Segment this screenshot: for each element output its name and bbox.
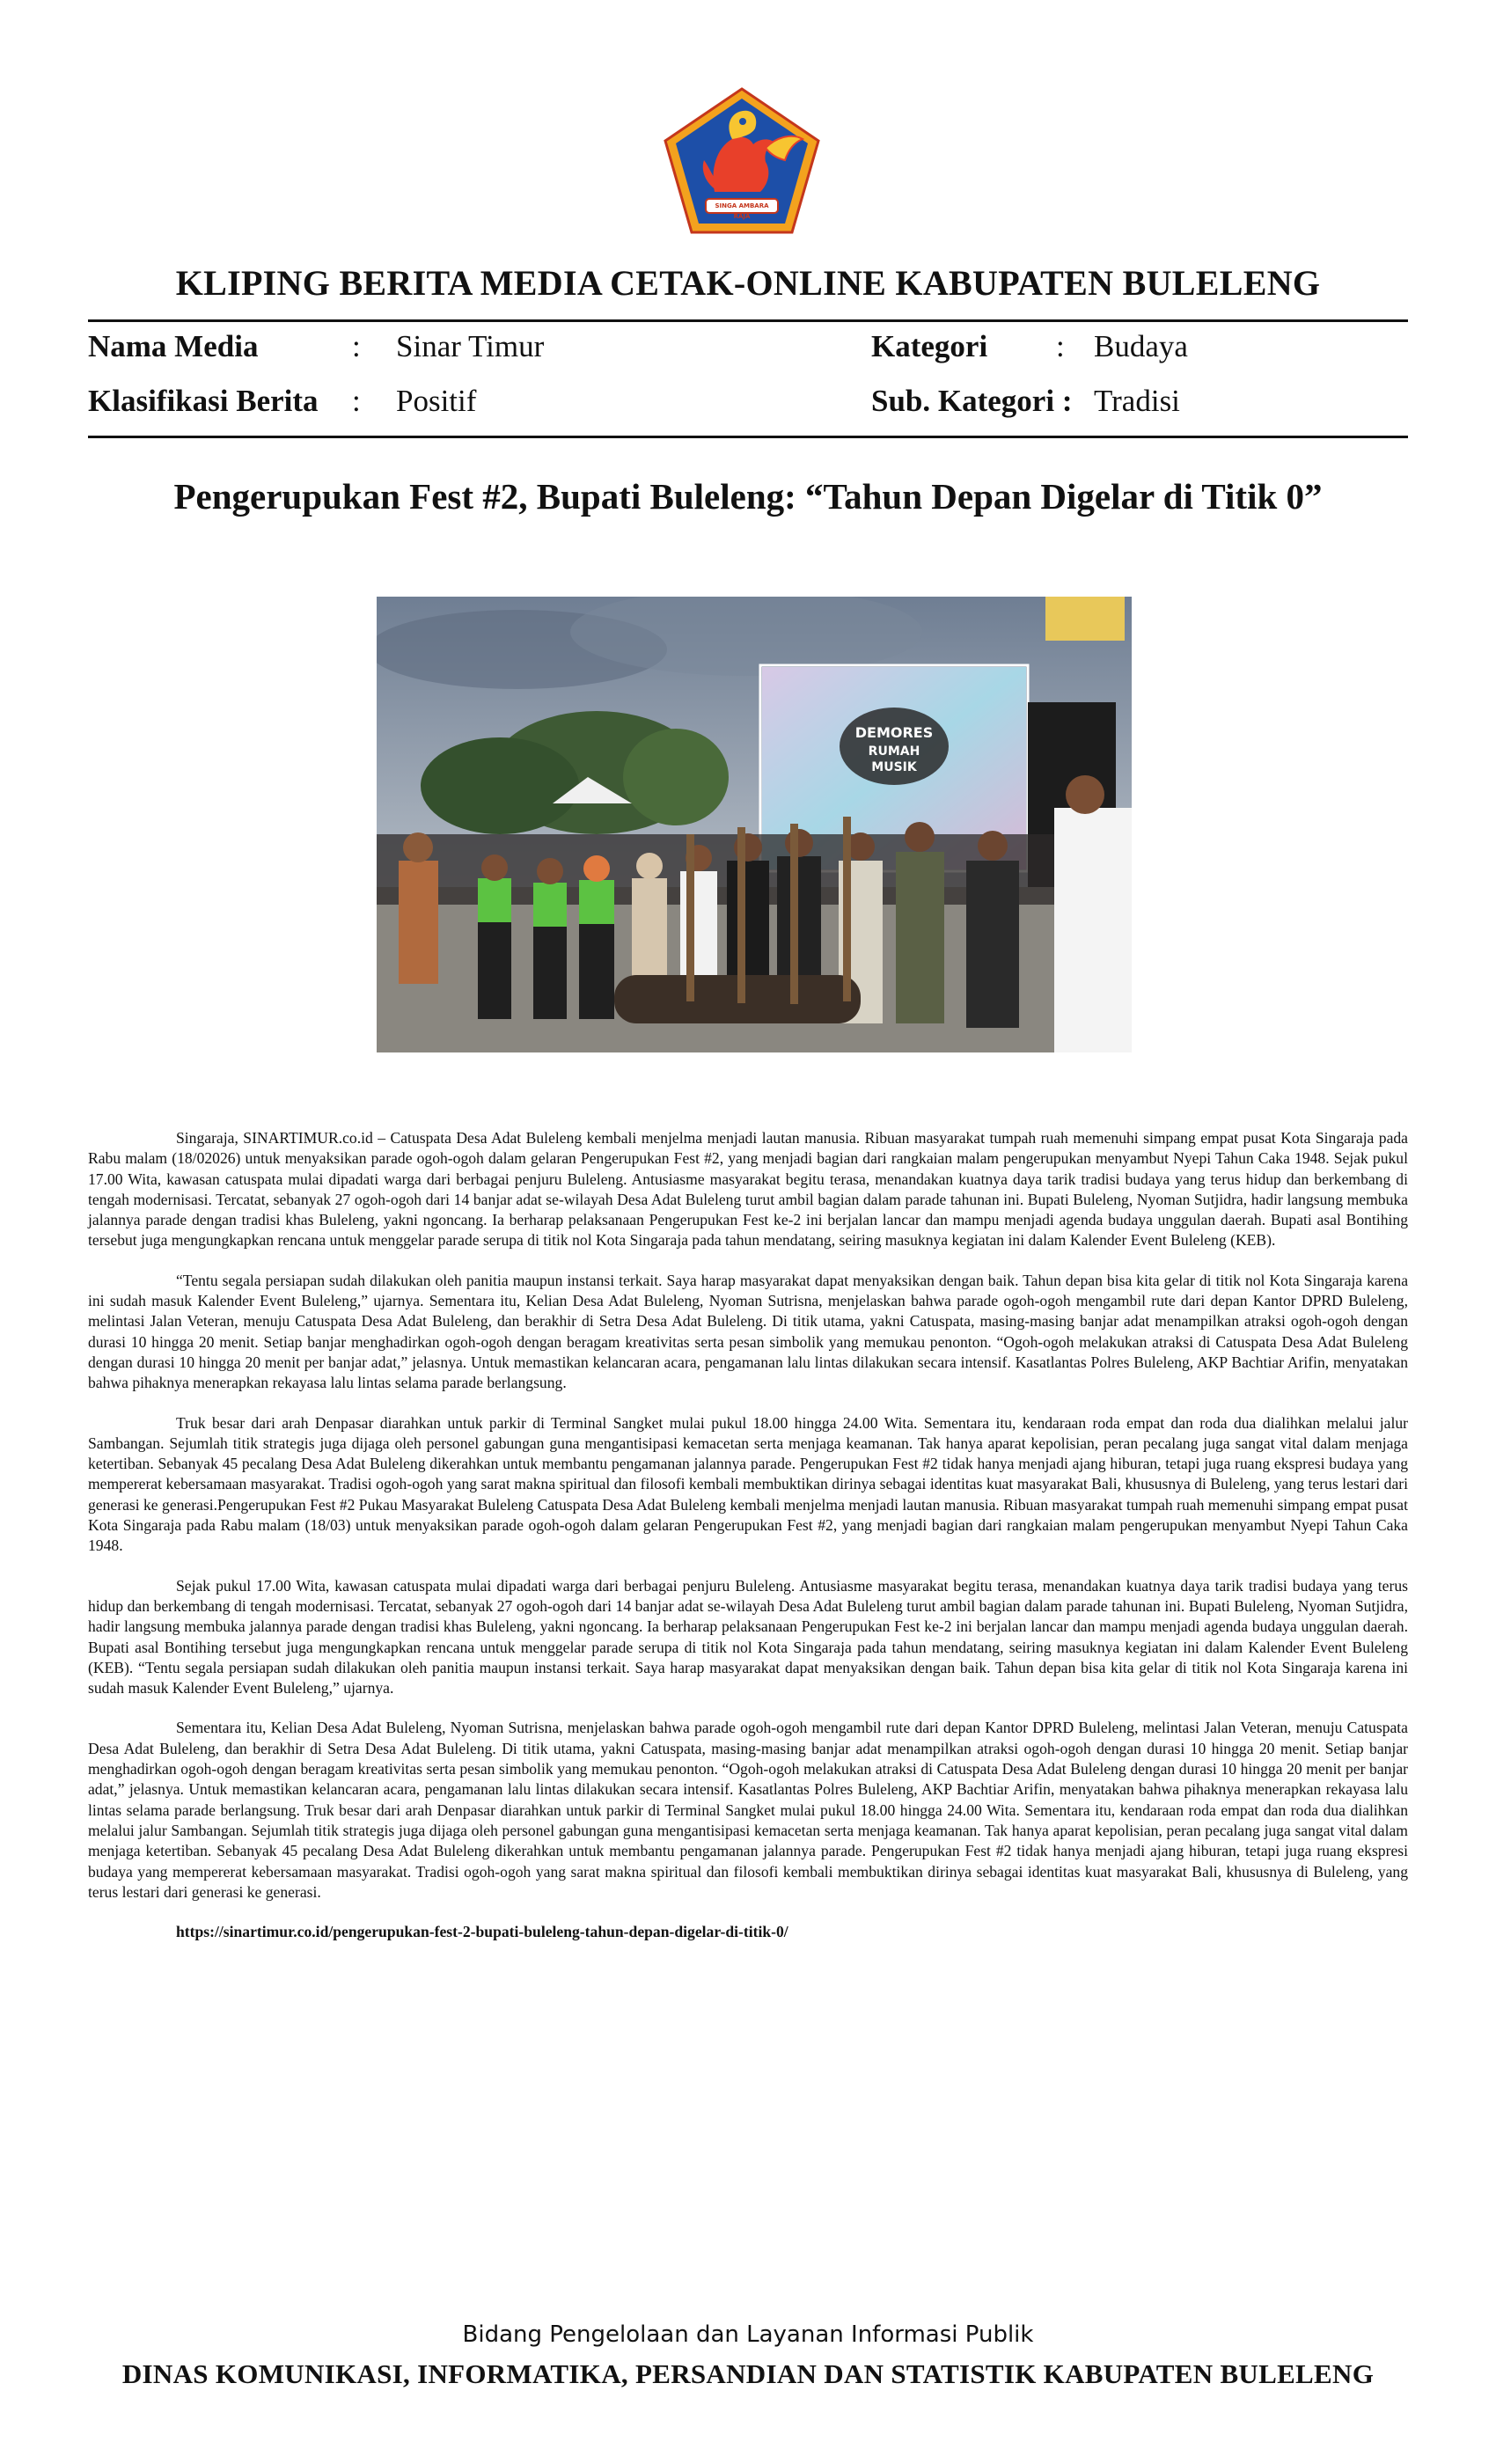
subkategori-value: Tradisi (1094, 384, 1180, 418)
subkategori-label: Sub. Kategori : (871, 384, 1073, 418)
svg-text:DEMORES: DEMORES (854, 724, 934, 741)
kategori-colon: : (1056, 329, 1065, 363)
klasifikasi-label-row (88, 384, 319, 419)
subkategori-label-row (871, 384, 1072, 419)
footer-department: Bidang Pengelolaan dan Layanan Informasi Publik (462, 2321, 1034, 2348)
kliping-title: KLIPING BERITA MEDIA CETAK-ONLINE KABUPATEN BULELENG (175, 263, 1321, 303)
klasifikasi-value: Positif (396, 384, 477, 418)
article-paragraph: Sementara itu, Kelian Desa Adat Buleleng, Nyoman Sutrisna, menjelaskan bahwa parade ogoh-ogoh mengambil rute dari depan Kantor DPRD Buleleng, melintasi Jalan Veteran, menuju Catuspata Desa Adat Buleleng, dan berakhir di Setra Desa Adat Buleleng. Di titik utama, yakni Catuspata, masing-masing banjar adat menampilkan atraksi ogoh-ogoh dengan durasi 10 hingga 20 menit. Setiap banjar menghadirkan ogoh-ogoh dengan beragam kreativitas serta pesan simbolik yang memukau penonton. “Ogoh-ogoh melakukan atraksi di Catuspata Desa Adat Buleleng dengan durasi 10 hingga 20 menit per banjar adat,” jelasnya. Untuk memastikan kelancaran acara, pengamanan lalu lintas dilakukan secara intensif. Kasatlantas Polres Buleleng, AKP Bachtiar Arifin, menyatakan bahwa pihaknya menerapkan rekayasa lalu lintas selama parade berlangsung. Truk besar dari arah Denpasar diarahkan untuk parkir di Terminal Sangket mulai pukul 18.00 hingga 24.00 Wita. Sementara itu, kendaraan roda empat dan roda dua dialihkan melalui jalur Sambangan. Sejumlah titik strategis juga dijaga oleh personel gabungan guna mengantisipasi kemacetan serta menjaga keamanan. Tak hanya aparat kepolisian, peran pecalang juga sangat vital dalam menjaga ketertiban. Sebanyak 45 pecalang Desa Adat Buleleng dikerahkan untuk membantu pengamanan jalannya parade. Pengerupukan Fest #2 tidak hanya menjadi ajang hiburan, tetapi juga ruang ekspresi budaya yang mempererat kebersamaan masyarakat. Tradisi ogoh-ogoh yang sarat makna spiritual dan filosofi kembali membuktikan dirinya sebagai identitas kuat masyarakat Bali, khususnya di Buleleng, yang terus lestari dari generasi ke generasi. (88, 1719, 1408, 1901)
media-label-row (88, 329, 258, 364)
article-headline: Pengerupukan Fest #2, Bupati Buleleng: “Tahun Depan Digelar di Titik 0” (173, 476, 1323, 517)
bottom-divider (88, 436, 1408, 438)
top-divider (88, 319, 1408, 322)
media-label: Nama Media (88, 329, 259, 363)
article-paragraph: Truk besar dari arah Denpasar diarahkan untuk parkir di Terminal Sangket mulai pukul 18.00 hingga 24.00 Wita. Sementara itu, kendaraan roda empat dan roda dua dialihkan melalui jalur Sambangan. Sejumlah titik strategis juga dijaga oleh personel gabungan guna mengantisipasi kemacetan serta menjaga keamanan. Tak hanya aparat kepolisian, peran pecalang juga sangat vital dalam menjaga ketertiban. Sebanyak 45 pecalang Desa Adat Buleleng dikerahkan untuk membantu pengamanan jalannya parade. Pengerupukan Fest #2 tidak hanya menjadi ajang hiburan, tetapi juga ruang ekspresi budaya yang mempererat kebersamaan masyarakat. Tradisi ogoh-ogoh yang sarat makna spiritual dan filosofi kembali membuktikan dirinya sebagai identitas kuat masyarakat Bali, khususnya di Buleleng, yang terus lestari dari generasi ke generasi.Pengerupukan Fest #2 Pukau Masyarakat Buleleng Catuspata Desa Adat Buleleng kembali menjelma menjadi lautan manusia. Ribuan masyarakat tumpah ruah memenuhi simpang empat pusat Kota Singaraja pada Rabu malam (18/03) untuk menyaksikan parade ogoh-ogoh dalam gelaran Pengerupukan Fest #2, yang menjadi bagian dari rangkaian malam pengerupukan menyambut Nyepi Tahun Caka 1948. (88, 1413, 1408, 1555)
svg-text:RUMAH: RUMAH (868, 744, 920, 759)
event-photo-illustration (377, 597, 1132, 1052)
source-link[interactable]: https://sinartimur.co.id/pengerupukan-fest-2-bupati-buleleng-tahun-depan-digelar-di-titik-0/ (176, 1923, 788, 1941)
emblem-motto: SINGA AMBARA RAJA (715, 202, 769, 220)
article-paragraph: Sejak pukul 17.00 Wita, kawasan catuspata mulai dipadati warga dari berbagai penjuru Buleleng. Antusiasme masyarakat begitu terasa, menandakan kuatnya daya tarik tradisi budaya yang terus hidup dan berkembang di tengah modernisasi. Tercatat, sebanyak 27 ogoh-ogoh dari 14 banjar adat se-wilayah Desa Adat Buleleng turut ambil bagian dalam parade tahunan ini. Bupati Buleleng, Nyoman Sutjidra, hadir langsung membuka jalannya parade dengan tradisi khas Buleleng, yakni ngoncang. Ia berharap pelaksanaan Pengerupukan Fest ke-2 ini berjalan lancar dan mampu menjadi agenda budaya unggulan daerah. Bupati asal Bontihing tersebut juga mengungkapkan rencana untuk menggelar parade serupa di titik nol Kota Singaraja pada tahun mendatang, seiring masuknya kegiatan ini dalam Kalender Event Buleleng (KEB). “Tentu segala persiapan sudah dilakukan oleh panitia maupun instansi terkait. Saya harap masyarakat dapat menyaksikan dengan baik. Tahun depan bisa kita gelar di titik nol Kota Singaraja karena ini sudah masuk Kalender Event Buleleng,” ujarnya. (88, 1576, 1408, 1698)
footer-agency: DINAS KOMUNIKASI, INFORMATIKA, PERSANDIAN DAN STATISTIK KABUPATEN BULELENG (121, 2358, 1375, 2389)
kategori-label: Kategori (871, 329, 988, 363)
kategori-label-row (871, 329, 987, 364)
article-photo (377, 597, 1132, 1052)
article-paragraph: Singaraja, SINARTIMUR.co.id – Catuspata Desa Adat Buleleng kembali menjelma menjadi lautan manusia. Ribuan masyarakat tumpah ruah memenuhi simpang empat pusat Kota Singaraja pada Rabu malam (18/02026) untuk menyaksikan parade ogoh-ogoh dalam gelaran Pengerupukan Fest #2, yang menjadi bagian dari rangkaian malam pengerupukan menyambut Nyepi Tahun Caka 1948. Sejak pukul 17.00 Wita, kawasan catuspata mulai dipadati warga dari berbagai penjuru Buleleng. Antusiasme masyarakat begitu terasa, menandakan kuatnya daya tarik tradisi budaya yang terus hidup dan berkembang di tengah modernisasi. Tercatat, sebanyak 27 ogoh-ogoh dari 14 banjar adat se-wilayah Desa Adat Buleleng turut ambil bagian dalam parade tahunan ini. Bupati Buleleng, Nyoman Sutjidra, hadir langsung membuka jalannya parade dengan tradisi khas Buleleng, yakni ngoncang. Ia berharap pelaksanaan Pengerupukan Fest ke-2 ini berjalan lancar dan mampu menjadi agenda budaya unggulan daerah. Bupati asal Bontihing tersebut juga mengungkapkan rencana untuk menggelar parade serupa di titik nol Kota Singaraja pada tahun mendatang, seiring masuknya kegiatan ini dalam Kalender Event Buleleng (KEB). (88, 1129, 1408, 1250)
media-value: Sinar Timur (396, 329, 545, 363)
article-body (88, 1128, 1408, 1962)
buleleng-emblem-logo (662, 86, 822, 236)
klasifikasi-colon: : (352, 384, 361, 418)
media-colon: : (352, 329, 361, 363)
klasifikasi-label: Klasifikasi Berita (88, 384, 319, 418)
article-paragraph: “Tentu segala persiapan sudah dilakukan oleh panitia maupun instansi terkait. Saya harap masyarakat dapat menyaksikan dengan baik. Tahun depan bisa kita gelar di titik nol Kota Singaraja karena ini sudah masuk Kalender Event Buleleng,” ujarnya. Sementara itu, Kelian Desa Adat Buleleng, Nyoman Sutrisna, menjelaskan bahwa parade ogoh-ogoh mengambil rute dari depan Kantor DPRD Buleleng, melintasi Jalan Veteran, menuju Catuspata Desa Adat Buleleng, dan berakhir di Setra Desa Adat Buleleng. Di titik utama, yakni Catuspata, masing-masing banjar adat menampilkan atraksi ogoh-ogoh dengan durasi 10 hingga 20 menit. Setiap banjar menghadirkan ogoh-ogoh dengan beragam kreativitas serta pesan simbolik yang memukau penonton. “Ogoh-ogoh melakukan atraksi di Catuspata Desa Adat Buleleng dengan durasi 10 hingga 20 menit per banjar adat,” jelasnya. Untuk memastikan kelancaran acara, pengamanan lalu lintas dilakukan secara intensif. Kasatlantas Polres Buleleng, AKP Bachtiar Arifin, menyatakan bahwa pihaknya menerapkan rekayasa lalu lintas selama parade berlangsung. (88, 1271, 1408, 1392)
kategori-value: Budaya (1094, 329, 1188, 363)
svg-text:MUSIK: MUSIK (871, 760, 917, 774)
